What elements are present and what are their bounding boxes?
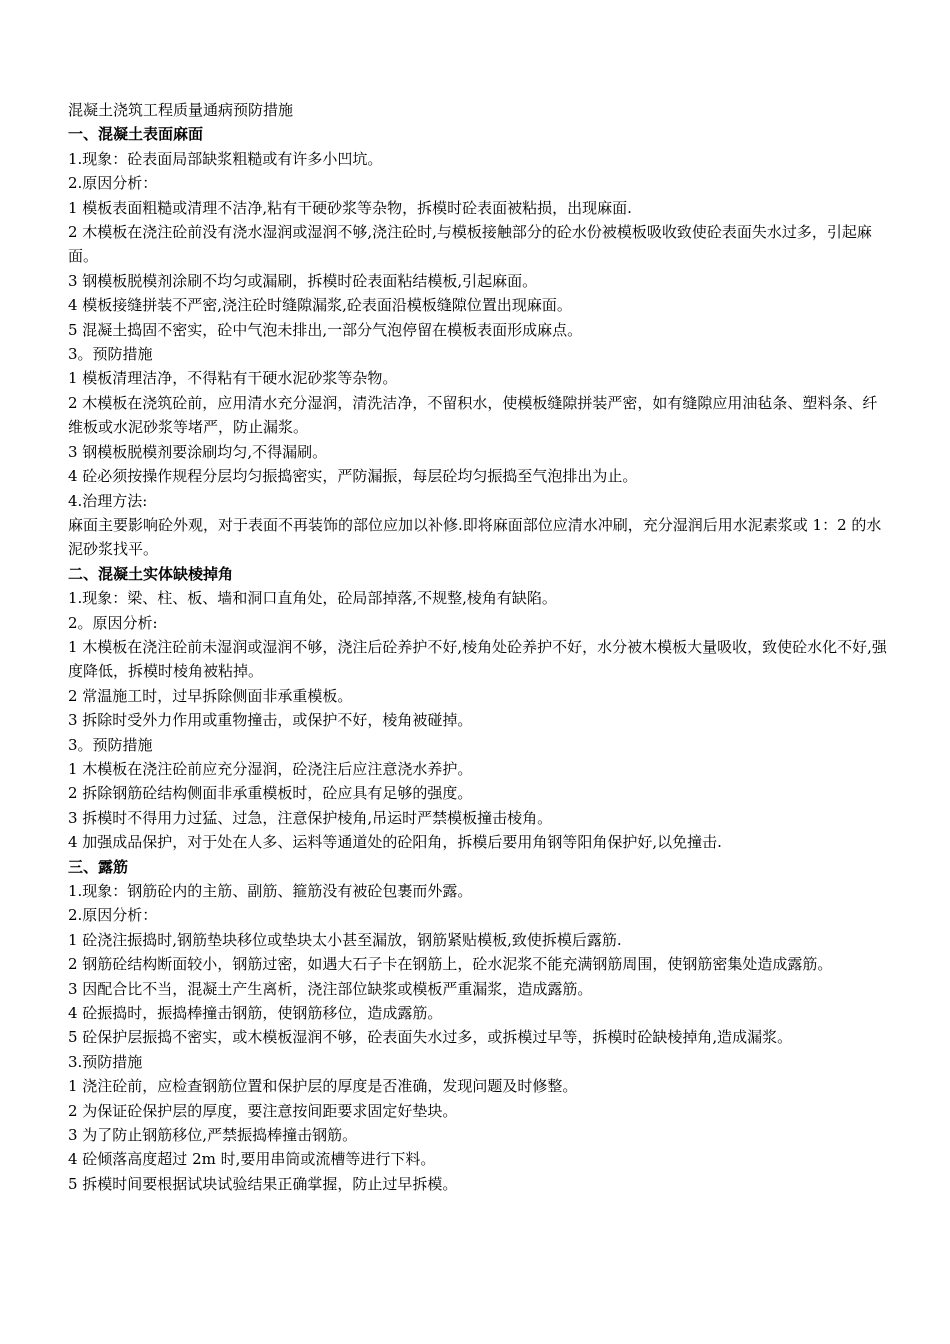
- paragraph: 2.原因分析：: [68, 174, 158, 193]
- paragraph: 5 砼保护层振捣不密实，或木模板湿润不够，砼表面失水过多，或拆模过早等，拆模时砼缺棱掉角,造成漏浆。: [68, 1028, 793, 1047]
- paragraph: 2 木模板在浇筑砼前，应用清水充分湿润，清洗洁净，不留积水，使模板缝隙拼装严密，如有缝隙应用油毡条、塑料条、纤维板或水泥砂浆等堵严，防止漏浆。: [68, 393, 878, 437]
- section-heading: 一、混凝土表面麻面: [68, 125, 204, 144]
- paragraph: 3 拆模时不得用力过猛、过急，注意保护棱角,吊运时严禁模板撞击棱角。: [68, 808, 553, 827]
- paragraph: 3。预防措施: [68, 345, 153, 364]
- paragraph: 3。预防措施: [68, 735, 153, 754]
- document-body: [68, 122, 888, 1196]
- paragraph: 4 砼必须按操作规程分层均匀振捣密实，严防漏振，每层砼均匀振捣至气泡排出为止。: [68, 467, 638, 486]
- paragraph: 4 砼倾落高度超过 2m 时,要用串筒或流槽等进行下料。: [68, 1150, 436, 1169]
- paragraph: 3 钢模板脱模剂涂刷不均匀或漏刷，拆模时砼表面粘结模板,引起麻面。: [68, 271, 538, 290]
- document-page: [68, 98, 888, 1196]
- paragraph: 1 模板清理洁净，不得粘有干硬水泥砂浆等杂物。: [68, 369, 398, 388]
- paragraph: 1.现象：砼表面局部缺浆粗糙或有许多小凹坑。: [68, 149, 383, 168]
- paragraph: 麻面主要影响砼外观，对于表面不再装饰的部位应加以补修.即将麻面部位应清水冲刷，充分湿润后用水泥素浆或 1：2 的水泥砂浆找平。: [68, 515, 882, 559]
- paragraph: 1.现象：钢筋砼内的主筋、副筋、箍筋没有被砼包裹而外露。: [68, 882, 473, 900]
- paragraph: 1 砼浇注振捣时,钢筋垫块移位或垫块太小甚至漏放，钢筋紧贴模板,致使拆模后露筋.: [68, 930, 622, 949]
- paragraph: 1 浇注砼前，应检查钢筋位置和保护层的厚度是否准确，发现问题及时修整。: [68, 1077, 578, 1096]
- paragraph: 3 为了防止钢筋移位,严禁振捣棒撞击钢筋。: [68, 1126, 358, 1145]
- paragraph: 3 拆除时受外力作用或重物撞击，或保护不好，棱角被碰掉。: [68, 711, 473, 730]
- paragraph: 1.现象：梁、柱、板、墙和洞口直角处，砼局部掉落,不规整,棱角有缺陷。: [68, 589, 557, 608]
- paragraph: 2.原因分析：: [68, 906, 158, 925]
- paragraph: 2。原因分析:: [68, 613, 158, 632]
- paragraph: 2 钢筋砼结构断面较小，钢筋过密，如遇大石子卡在钢筋上，砼水泥浆不能充满钢筋周围，使钢筋密集处造成露筋。: [68, 955, 833, 974]
- paragraph: 4 砼振捣时，振捣棒撞击钢筋，使钢筋移位，造成露筋。: [68, 1004, 443, 1023]
- paragraph: 3 钢模板脱模剂要涂刷均匀,不得漏刷。: [68, 442, 328, 461]
- paragraph: 2 木模板在浇注砼前没有浇水湿润或湿润不够,浇注砼时,与模板接触部分的砼水份被模板吸收致使砼表面失水过多，引起麻面。: [68, 223, 872, 266]
- section-heading: 二、混凝土实体缺棱掉角: [68, 564, 234, 583]
- section-heading: 三、露筋: [68, 857, 129, 876]
- paragraph: 3 因配合比不当，混凝土产生离析，浇注部位缺浆或模板严重漏浆，造成露筋。: [68, 979, 593, 998]
- paragraph: 4 加强成品保护，对于处在人多、运料等通道处的砼阳角，拆模后要用角钢等阳角保护好,以免撞击.: [68, 833, 722, 852]
- paragraph: 1 木模板在浇注砼前应充分湿润，砼浇注后应注意浇水养护。: [68, 759, 473, 778]
- paragraph: 5 混凝土捣固不密实，砼中气泡未排出,一部分气泡停留在模板表面形成麻点。: [68, 320, 583, 339]
- paragraph: 2 为保证砼保护层的厚度，要注意按间距要求固定好垫块。: [68, 1101, 458, 1120]
- paragraph: 1 木模板在浇注砼前未湿润或湿润不够，浇注后砼养护不好,棱角处砼养护不好，水分被木模板大量吸收，致使砼水化不好,强度降低，拆模时棱角被粘掉。: [68, 637, 887, 681]
- document-title: 混凝土浇筑工程质量通病预防措施: [68, 101, 294, 119]
- paragraph: 1 模板表面粗糙或清理不洁净,粘有干硬砂浆等杂物，拆模时砼表面被粘损，出现麻面.: [68, 198, 632, 217]
- paragraph: 2 拆除钢筋砼结构侧面非承重模板时，砼应具有足够的强度。: [68, 784, 473, 803]
- paragraph: 3.预防措施: [68, 1052, 143, 1071]
- paragraph: 4 模板接缝拼装不严密,浇注砼时缝隙漏浆,砼表面沿模板缝隙位置出现麻面。: [68, 296, 572, 315]
- paragraph: 4.治理方法:: [68, 491, 148, 510]
- paragraph: 2 常温施工时，过早拆除侧面非承重模板。: [68, 686, 353, 705]
- paragraph: 5 拆模时间要根据试块试验结果正确掌握，防止过早拆模。: [68, 1174, 458, 1193]
